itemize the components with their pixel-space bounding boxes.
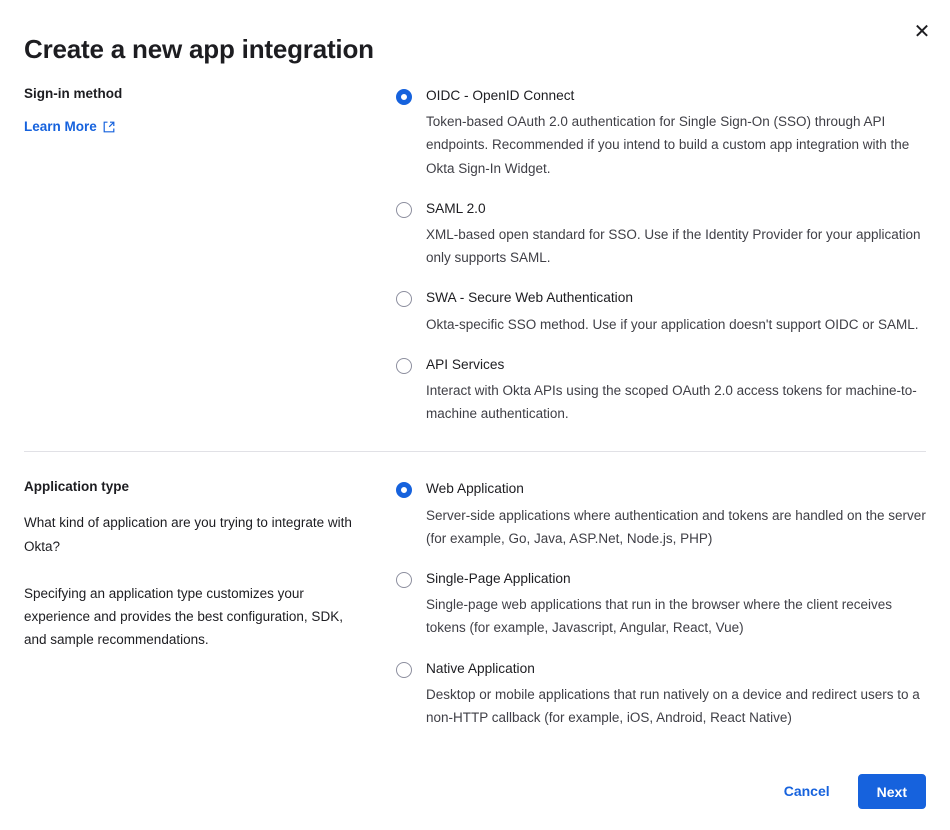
- apptype-option-native-body: [426, 659, 926, 730]
- signin-option-saml-title[interactable]: SAML 2.0: [426, 200, 486, 216]
- next-button[interactable]: Next: [858, 774, 926, 809]
- radio-saml[interactable]: [396, 202, 412, 218]
- signin-option-swa[interactable]: [396, 288, 926, 335]
- signin-option-saml-desc: XML-based open standard for SSO. Use if the Identity Provider for your application only supports SAML.: [426, 227, 921, 266]
- close-icon[interactable]: ✕: [908, 18, 936, 46]
- apptype-option-web-desc: Server-side applications where authentication and tokens are handled on the server (for example, Go, Java, ASP.Net, Node.js, PHP): [426, 507, 926, 546]
- apptype-option-native-desc: Desktop or mobile applications that run natively on a device and redirect users to a non-HTTP callback (for example, iOS, Android, React Native): [426, 686, 920, 726]
- signin-option-swa-desc: Okta-specific SSO method. Use if your application doesn't support OIDC or SAML.: [426, 316, 919, 332]
- signin-option-saml-body: [426, 199, 926, 270]
- apptype-option-spa-desc: Single-page web applications that run in the browser where the client receives tokens (for example, Javascript, Angular, React, Vue): [426, 597, 893, 636]
- radio-web-application[interactable]: [396, 482, 412, 498]
- external-link-icon: [103, 121, 115, 133]
- signin-option-swa-title[interactable]: SWA - Secure Web Authentication: [426, 290, 633, 306]
- signin-option-swa-body: [426, 288, 926, 335]
- learn-more-link[interactable]: [24, 119, 115, 134]
- signin-method-options: [396, 85, 926, 425]
- apptype-option-spa-body: [426, 569, 926, 640]
- radio-native-application[interactable]: [396, 662, 412, 678]
- radio-oidc[interactable]: [396, 89, 412, 105]
- apptype-option-spa-title[interactable]: Single-Page Application: [426, 571, 571, 587]
- apptype-option-web[interactable]: [396, 479, 926, 550]
- page-title: Create a new app integration: [24, 34, 374, 64]
- apptype-option-native-title[interactable]: Native Application: [426, 660, 535, 676]
- signin-option-oidc-desc: Token-based OAuth 2.0 authentication for Single Sign-On (SSO) through API endpoints. Recommended if you intend to build a custom app integration with the Okta Sign-In Widget.: [426, 114, 910, 176]
- signin-option-oidc-title[interactable]: OIDC - OpenID Connect: [426, 88, 575, 103]
- application-type-helper-2: Specifying an application type customizes your experience and provides the best configuration, SDK, and sample recommendations.: [24, 585, 343, 648]
- signin-option-oidc[interactable]: [396, 86, 926, 180]
- signin-option-api-services-body: [426, 355, 926, 426]
- radio-api-services[interactable]: [396, 358, 412, 374]
- signin-option-saml[interactable]: [396, 199, 926, 270]
- learn-more-label: Learn More: [24, 118, 97, 134]
- radio-swa[interactable]: [396, 291, 412, 307]
- signin-option-api-services-title[interactable]: API Services: [426, 356, 505, 372]
- apptype-option-web-body: [426, 479, 926, 550]
- application-type-options: [396, 478, 926, 729]
- application-type-section: [0, 478, 950, 729]
- dialog-footer: [0, 768, 950, 830]
- application-type-left: [24, 478, 396, 729]
- application-type-label: Application type: [24, 479, 130, 495]
- signin-method-label: Sign-in method: [24, 86, 123, 101]
- apptype-option-native[interactable]: [396, 659, 926, 730]
- section-divider: [24, 451, 926, 452]
- apptype-option-web-title[interactable]: Web Application: [426, 481, 524, 497]
- signin-option-api-services-desc: Interact with Okta APIs using the scoped OAuth 2.0 access tokens for machine-to-machine authentication.: [426, 383, 917, 422]
- signin-method-left: [24, 85, 396, 425]
- cancel-button[interactable]: Cancel: [766, 774, 848, 809]
- signin-option-oidc-body: [426, 86, 926, 180]
- signin-option-api-services[interactable]: [396, 355, 926, 426]
- signin-method-section: [0, 85, 950, 425]
- apptype-option-spa[interactable]: [396, 569, 926, 640]
- radio-single-page-application[interactable]: [396, 572, 412, 588]
- application-type-helper-1: What kind of application are you trying to integrate with Okta?: [24, 515, 352, 554]
